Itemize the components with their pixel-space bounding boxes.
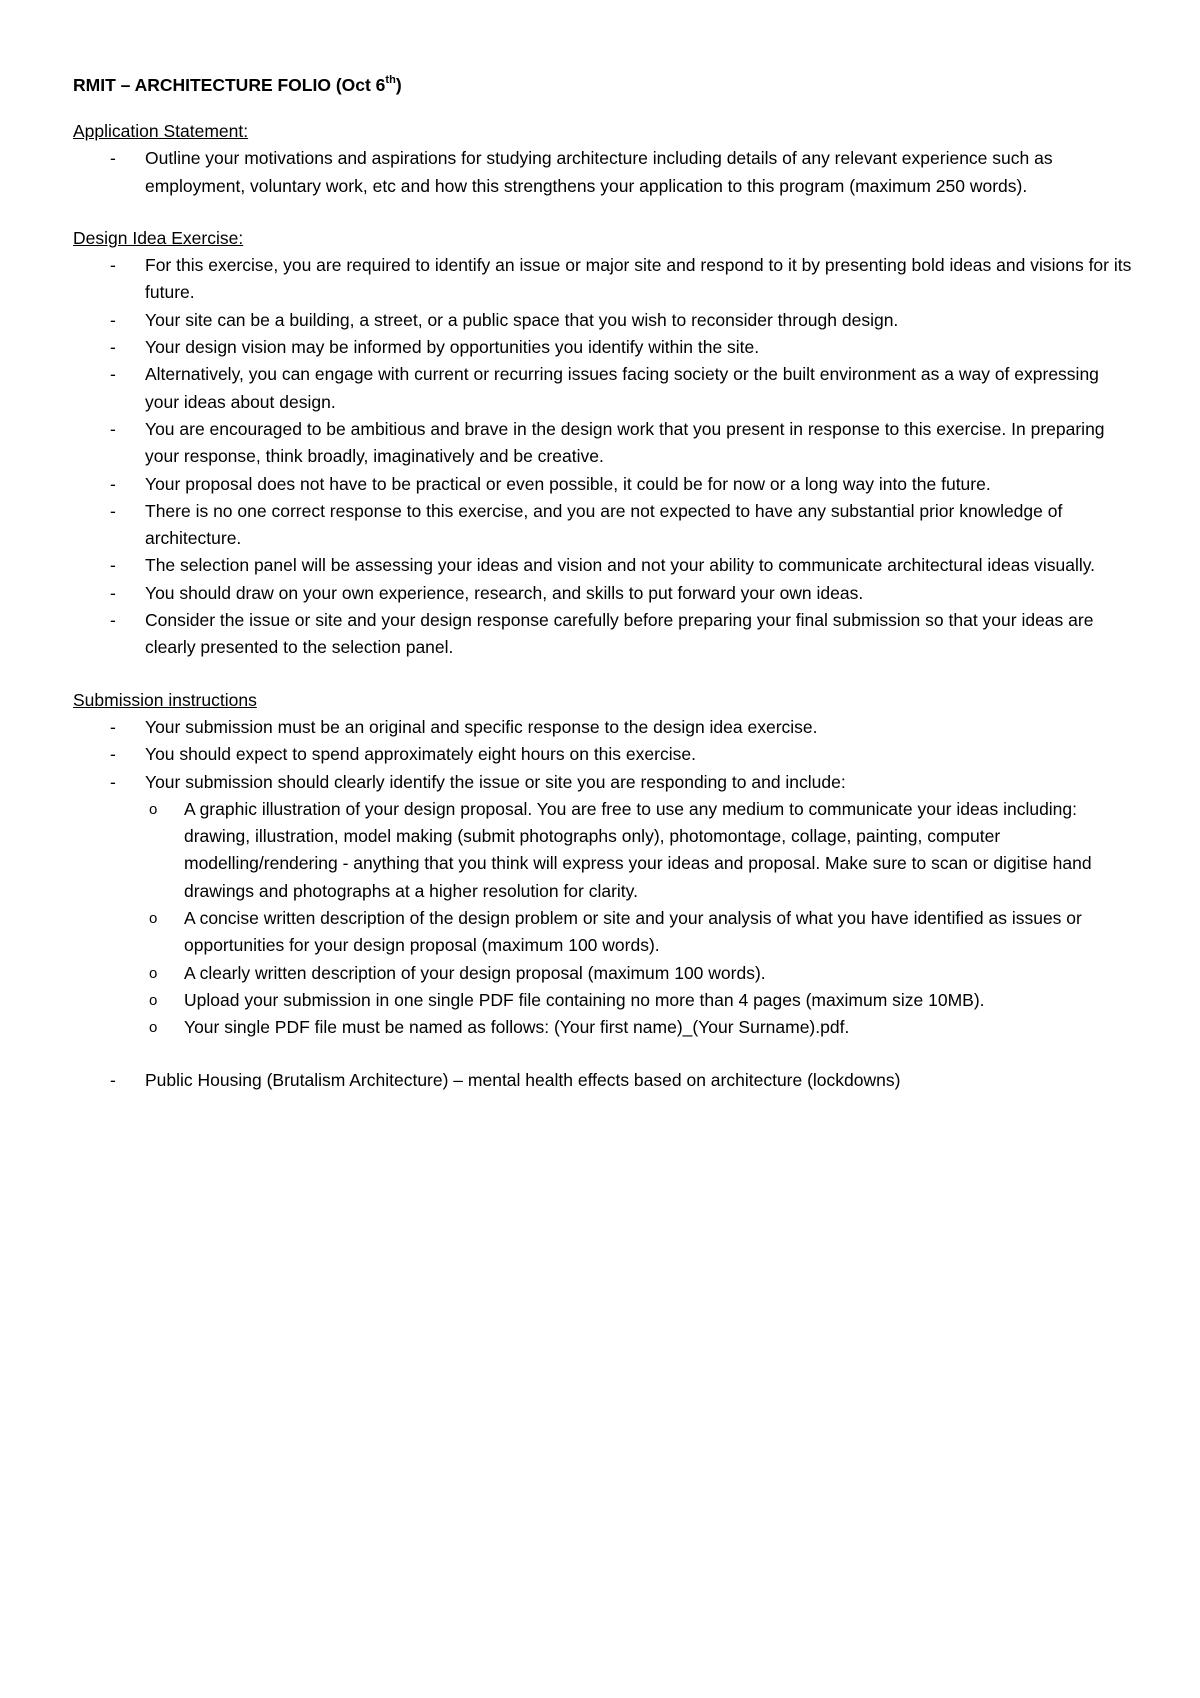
sublist-item bbox=[73, 960, 1133, 987]
dash-marker: - bbox=[110, 771, 116, 792]
section-spacer bbox=[73, 662, 1133, 687]
list-item bbox=[73, 334, 1133, 361]
application-statement-heading: Application Statement: bbox=[73, 121, 249, 141]
dash-marker: - bbox=[110, 582, 116, 603]
list-item bbox=[73, 714, 1133, 741]
list-item bbox=[73, 416, 1133, 471]
list-item bbox=[73, 361, 1133, 416]
sublist-item-text: A concise written description of the design problem or site and your analysis of what you have identified as issues or opportunities for your design proposal (maximum 100 words). bbox=[184, 908, 1082, 956]
dash-marker: - bbox=[110, 418, 116, 439]
sublist-item-text: A clearly written description of your design proposal (maximum 100 words). bbox=[184, 962, 766, 983]
sublist-item bbox=[73, 987, 1133, 1014]
sublist-item-text: Upload your submission in one single PDF file containing no more than 4 pages (maximum size 10MB). bbox=[184, 989, 985, 1010]
list-item-text: You should expect to spend approximately eight hours on this exercise. bbox=[145, 744, 696, 765]
list-item-text: You are encouraged to be ambitious and brave in the design work that you present in response to this exercise. In preparing your response, think broadly, imaginatively and be creative. bbox=[145, 418, 1105, 467]
section-spacer bbox=[73, 200, 1133, 225]
circle-marker: o bbox=[149, 964, 158, 982]
submission-instructions-list bbox=[73, 714, 1133, 796]
list-item bbox=[73, 145, 1133, 200]
list-item-text: Your submission should clearly identify the issue or site you are responding to and include: bbox=[145, 771, 846, 792]
dash-marker: - bbox=[110, 309, 116, 330]
list-item bbox=[73, 552, 1133, 579]
list-item bbox=[73, 307, 1133, 334]
dash-marker: - bbox=[110, 1069, 116, 1090]
dash-marker: - bbox=[110, 744, 116, 765]
dash-marker: - bbox=[110, 610, 116, 631]
title-text: RMIT – ARCHITECTURE FOLIO (Oct 6 bbox=[73, 75, 386, 95]
dash-marker: - bbox=[110, 148, 116, 169]
dash-marker: - bbox=[110, 473, 116, 494]
list-item-text: Your proposal does not have to be practical or even possible, it could be for now or a long way into the future. bbox=[145, 473, 991, 494]
list-item-text: There is no one correct response to this exercise, and you are not expected to have any substantial prior knowledge of architecture. bbox=[145, 500, 1063, 549]
circle-marker: o bbox=[149, 1019, 158, 1037]
list-item bbox=[73, 498, 1133, 553]
list-item bbox=[73, 741, 1133, 768]
list-item bbox=[73, 252, 1133, 307]
list-item bbox=[73, 769, 1133, 796]
list-item bbox=[73, 1067, 1133, 1094]
list-item-text: The selection panel will be assessing your ideas and vision and not your ability to communicate architectural ideas visually. bbox=[145, 555, 1096, 576]
list-item-text: Alternatively, you can engage with current or recurring issues facing society or the built environment as a way of expressing your ideas about design. bbox=[145, 364, 1099, 412]
list-item-text: Your design vision may be informed by opportunities you identify within the site. bbox=[145, 337, 760, 358]
list-item-text: Consider the issue or site and your design response carefully before preparing your final submission so that your ideas are clearly presented to the selection panel. bbox=[145, 610, 1094, 658]
dash-marker: - bbox=[110, 255, 116, 276]
circle-marker: o bbox=[149, 991, 158, 1009]
title-close: ) bbox=[395, 75, 402, 95]
document-page bbox=[73, 72, 1133, 1094]
dash-marker: - bbox=[110, 337, 116, 358]
submission-sublist bbox=[73, 796, 1133, 1042]
circle-marker: o bbox=[149, 910, 158, 928]
notes-list bbox=[73, 1067, 1133, 1094]
sublist-item bbox=[73, 1014, 1133, 1041]
sublist-item bbox=[73, 796, 1133, 905]
sublist-item-text: Your single PDF file must be named as follows: (Your first name)_(Your Surname).pdf. bbox=[184, 1017, 850, 1038]
title-superscript: th bbox=[385, 74, 396, 87]
list-item bbox=[73, 607, 1133, 662]
list-item-text: Your submission must be an original and specific response to the design idea exercise. bbox=[145, 716, 818, 737]
application-statement-list bbox=[73, 145, 1133, 200]
dash-marker: - bbox=[110, 500, 116, 521]
list-item-text: You should draw on your own experience, research, and skills to put forward your own ideas. bbox=[145, 582, 864, 603]
circle-marker: o bbox=[149, 800, 158, 818]
dash-marker: - bbox=[110, 716, 116, 737]
design-idea-exercise-heading: Design Idea Exercise: bbox=[73, 227, 244, 248]
list-item-text: For this exercise, you are required to identify an issue or major site and respond to it by presenting bold ideas and visions for its future. bbox=[145, 255, 1132, 303]
dash-marker: - bbox=[110, 364, 116, 385]
list-item-text: Outline your motivations and aspirations for studying architecture including details of any relevant experience such as employment, voluntary work, etc and how this strengthens your application to this program (maximum 250 words). bbox=[145, 148, 1053, 196]
list-item-text: Public Housing (Brutalism Architecture) – mental health effects based on architecture (lockdowns) bbox=[145, 1069, 901, 1090]
sublist-item-text: A graphic illustration of your design proposal. You are free to use any medium to communicate your ideas including: drawing, illustration, model making (submit photographs only), photomontage, collage, painting, computer modelling/rendering - anything that you think will express your ideas and proposal. Make sure to scan or digitise hand drawings and photographs at a higher resolution for clarity. bbox=[184, 798, 1092, 901]
document-title bbox=[73, 72, 1133, 99]
list-item bbox=[73, 580, 1133, 607]
design-idea-exercise-list bbox=[73, 252, 1133, 661]
submission-instructions-heading: Submission instructions bbox=[73, 689, 257, 710]
list-item-text: Your site can be a building, a street, or a public space that you wish to reconsider through design. bbox=[145, 309, 899, 330]
sublist-item bbox=[73, 905, 1133, 960]
section-spacer bbox=[73, 1042, 1133, 1067]
list-item bbox=[73, 471, 1133, 498]
dash-marker: - bbox=[110, 555, 116, 576]
